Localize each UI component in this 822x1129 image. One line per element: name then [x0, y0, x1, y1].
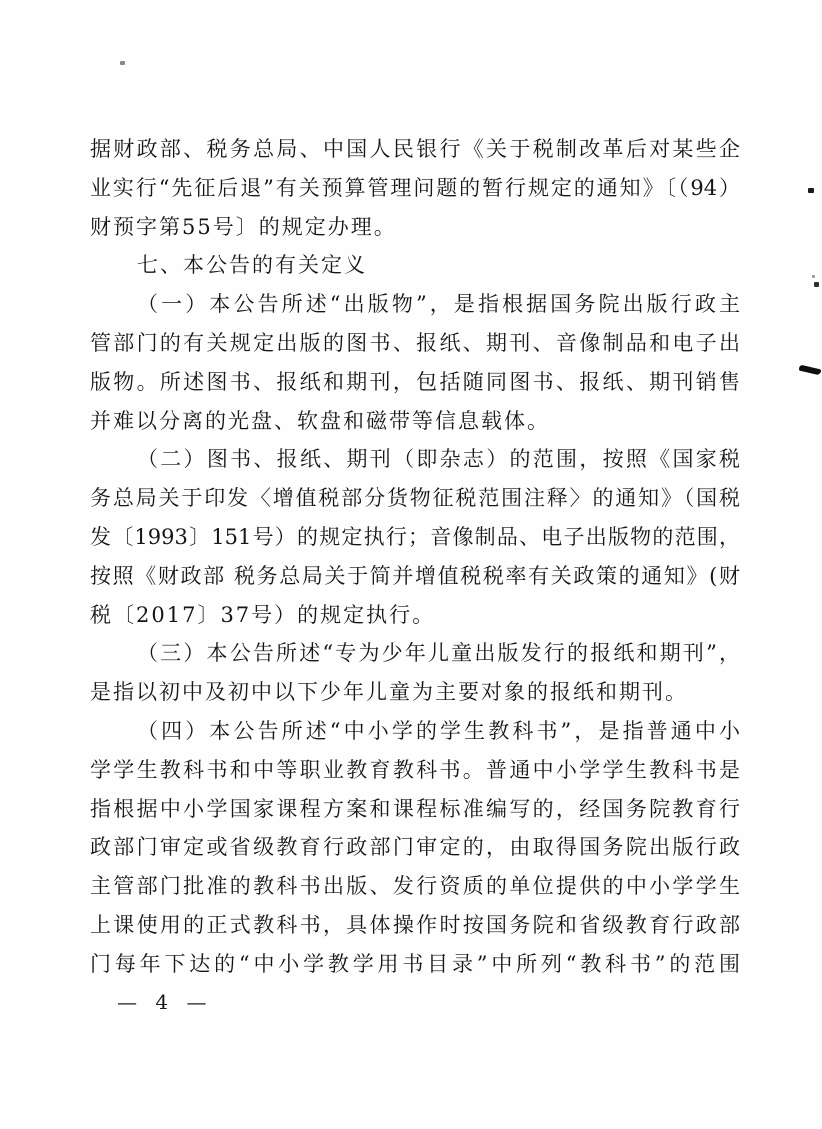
text-line: 版物。所述图书、报纸和期刊，包括随同图书、报纸、期刊销售 [90, 369, 740, 394]
text-line: 业实行“先征后退”有关预算管理问题的暂行规定的通知》〔（94） [90, 175, 740, 200]
text-line: 是指以初中及初中以下少年儿童为主要对象的报纸和期刊。 [90, 680, 688, 705]
scan-smudge [799, 365, 822, 376]
document-body [90, 130, 740, 984]
scan-speck [120, 61, 125, 65]
page-number: — 4 — [117, 990, 210, 1014]
text-line: 主管部门批准的教科书出版、发行资质的单位提供的中小学学生 [90, 874, 740, 899]
text-line: （二）图书、报纸、期刊（即杂志）的范围，按照《国家税 [137, 447, 740, 472]
text-line: 学学生教科书和中等职业教育教科书。普通中小学学生教科书是 [90, 757, 740, 782]
text-line: 七、本公告的有关定义 [137, 253, 367, 278]
text-line: 政部门审定或省级教育行政部门审定的，由取得国务院出版行政 [90, 835, 740, 860]
text-line: 门每年下达的“中小学教学用书目录”中所列“教科书”的范围 [90, 951, 740, 976]
scan-speck [812, 275, 815, 278]
text-line: 按照《财政部 税务总局关于简并增值税税率有关政策的通知》(财 [90, 563, 740, 588]
text-line: 发〔1993〕151号）的规定执行；音像制品、电子出版物的范围， [90, 524, 740, 549]
text-line: （四）本公告所述“中小学的学生教科书”，是指普通中小 [137, 718, 740, 743]
scan-speck [808, 188, 814, 193]
text-line: 指根据中小学国家课程方案和课程标准编写的，经国务院教育行 [90, 796, 740, 821]
text-line: 并难以分离的光盘、软盘和磁带等信息载体。 [90, 408, 550, 433]
text-line: 据财政部、税务总局、中国人民银行《关于税制改革后对某些企 [90, 137, 740, 161]
scan-speck [814, 282, 819, 287]
text-line: （三）本公告所述“专为少年儿童出版发行的报纸和期刊”， [137, 641, 740, 666]
text-line: 财预字第55号〕的规定办理。 [90, 214, 397, 239]
text-line: 管部门的有关规定出版的图书、报纸、期刊、音像制品和电子出 [90, 330, 740, 355]
text-line: 务总局关于印发〈增值税部分货物征税范围注释〉的通知》（国税 [90, 486, 740, 511]
text-line: （一）本公告所述“出版物”，是指根据国务院出版行政主 [137, 292, 740, 317]
text-line: 上课使用的正式教科书，具体操作时按国务院和省级教育行政部 [90, 912, 740, 937]
text-line: 税〔2017〕37号）的规定执行。 [90, 602, 436, 627]
